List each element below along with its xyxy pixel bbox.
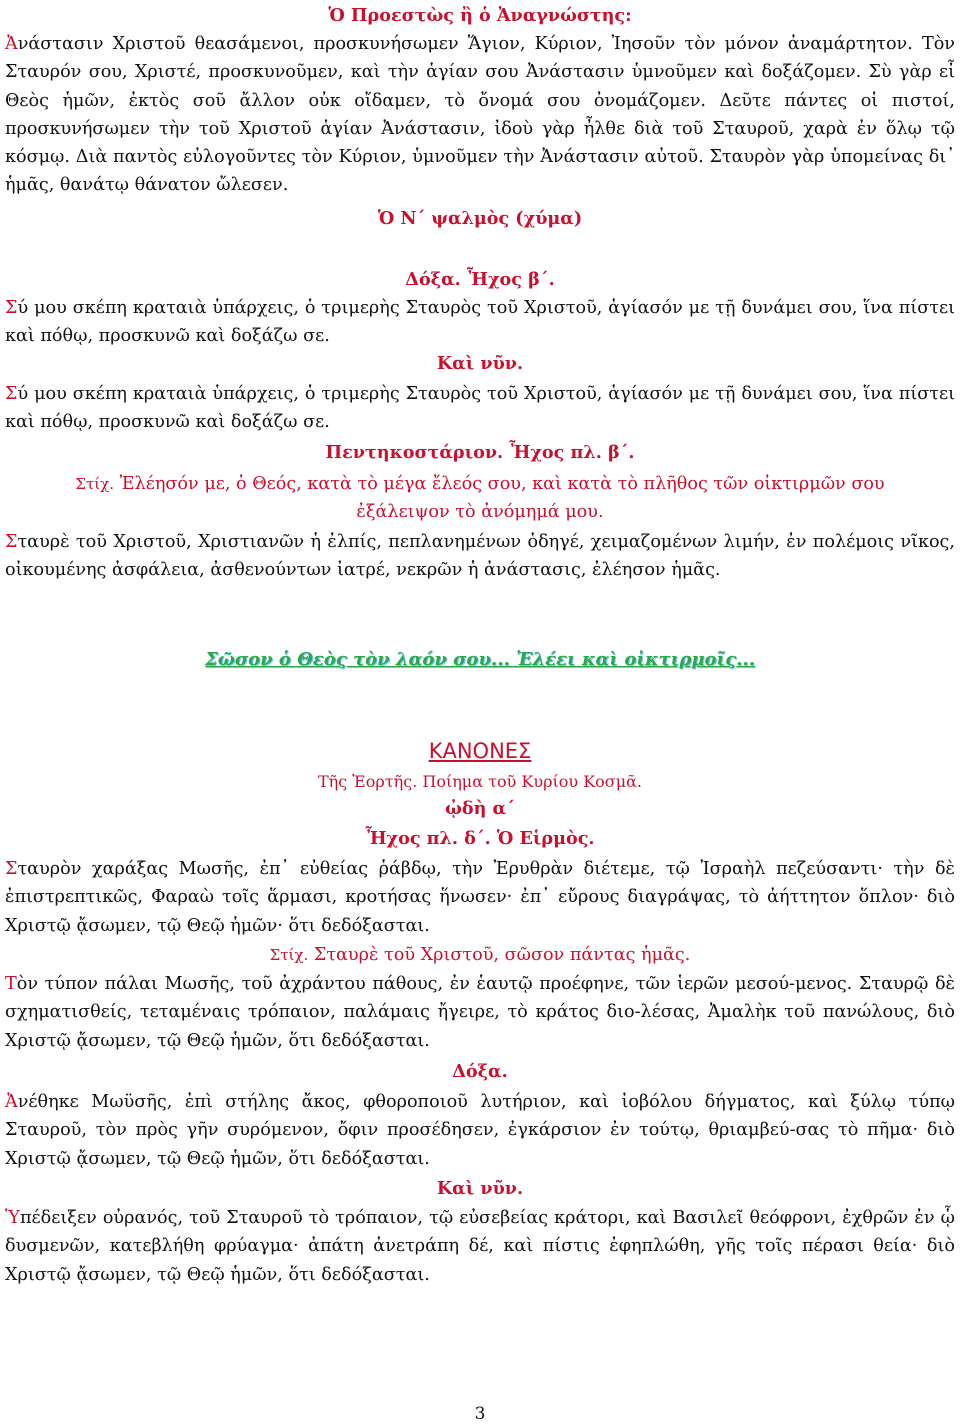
pentikostarion-heading: Πεντηκοστάριον. Ἦχος πλ. β΄. [325,442,635,463]
paragraph-anethike: Ἀνέθηκε Μωϋσῆς, ἐπὶ στήλης ἄκος, φθοροποιοῦ λυτήριον, καὶ ἰοβόλου δήγματος, καὶ ξύλῳ τύπῳ Σταυροῦ, τὸν πρὸς γῆν συρόμενον, ὄφιν προσέδησεν, ἐγκάρσιον ἐν τούτῳ, θριαμβεύ-σας τὸ πῆμα· διὸ Χριστῷ ᾄσωμεν, τῷ Θεῷ ἡμῶν, ὅτι δεδόξασται. [5,1092,955,1169]
echos-irmos-heading: Ἦχος πλ. δ΄. Ὁ Εἱρμὸς. [365,828,595,849]
paragraph-anastasin: Ἀνάστασιν Χριστοῦ θεασάμενοι, προσκυνήσωμεν Ἅγιον, Κύριον, Ἰησοῦν τὸν μόνον ἀναμάρτητον. Τὸν Σταυρόν σου, Χριστέ, προσκυνοῦμεν, καὶ τὴν ἁγίαν σου Ἀνάστασιν ὑμνοῦμεν καὶ δοξάζομεν. Σὺ γὰρ εἶ Θεὸς ἡμῶν, ἐκτὸς σοῦ ἄλλον οὐκ οἴδαμεν, τὸ ὄνομά σου ὀνομάζομεν. Δεῦτε πάντες οἱ πιστοί, προσκυνήσωμεν τὴν τοῦ Χριστοῦ ἁγίαν Ἀνάστασιν, ἰδοὺ γὰρ ἦλθε διὰ τοῦ Σταυροῦ, χαρὰ ἐν ὅλῳ τῷ κόσμῳ. Διὰ παντὸς εὐλογοῦντες τὸν Κύριον, ὑμνοῦμεν τὴν Ἀνάστασιν αὐτοῦ. Σταυρὸν γὰρ ὑπομείνας δι᾽ ἡμᾶς, θανάτῳ θάνατον ὤλεσεν. [5,34,955,196]
heading-top: Ὁ Προεστὼς ἢ ὁ Ἀναγνώστης: [328,5,632,26]
feast-line: Τῆς Ἑορτῆς. Ποίημα τοῦ Κυρίου Κοσμᾶ. [317,772,642,791]
paragraph-ypedeixen: Ὑπέδειξεν οὐρανός, τοῦ Σταυροῦ τὸ τρόπαιον, τῷ εὐσεβείας κράτορι, καὶ Βασιλεῖ θεόφρονι, ἐχθρῶν ἐν ᾧ δυσμενῶν, κατεβλήθη φρύαγμα· ἀπάτη ἀνετράπη δέ, καὶ πίστις ἐφηπλώθη, γῆς τοῖς πέρασι θεία· διὸ Χριστῷ ᾄσωμεν, τῷ Θεῷ ἡμῶν, ὅτι δεδόξασται. [5,1208,955,1285]
soson-line: Σῶσον ὁ Θεὸς τὸν λαόν σου... Ἐλέει καὶ οἰκτιρμοῖς... [205,649,755,670]
paragraph-sy-mou-2: Σύ μου σκέπη κραταιὰ ὑπάρχεις, ὁ τριμερὴς Σταυρὸς τοῦ Χριστοῦ, ἁγίασόν με τῇ δυνάμει σου, ἵνα πίστει καὶ πόθῳ, προσκυνῶ καὶ δοξάζω σε. [5,384,955,433]
paragraph-stavre: Σταυρὲ τοῦ Χριστοῦ, Χριστιανῶν ἡ ἐλπίς, πεπλανημένων ὁδηγέ, χειμαζομένων λιμήν, ἐν πολέμοις νῖκος, οἰκουμένης ἀσφάλεια, ἀσθενούντων ἰατρέ, νεκρῶν ἡ ἀνάστασις, ἐλέησον ἡμᾶς. [5,532,955,581]
paragraph-ton-typon: Τὸν τύπον πάλαι Μωσῆς, τοῦ ἀχράντου πάθους, ἐν ἑαυτῷ προέφηνε, τῶν ἱερῶν μεσού-μενος. Σταυρῷ δὲ σχηματισθείς, τεταμέναις τρόπαιον, παλάμαις ἤγειρε, τὸ κράτος διο-λέσας, Ἀμαλὴκ τοῦ πανώλους, διὸ Χριστῷ ᾄσωμεν, τῷ Θεῷ ἡμῶν, ὅτι δεδόξασται. [5,974,955,1051]
page-number: 3 [474,1404,486,1424]
kanones-title: ΚΑΝΟΝΕΣ [428,739,532,763]
doxa-echos-heading: Δόξα. Ἦχος β΄. [405,269,555,290]
ode-heading: ᾠδὴ α΄ [445,798,515,819]
paragraph-sy-mou-1: Σύ μου σκέπη κραταιὰ ὑπάρχεις, ὁ τριμερὴς Σταυρὸς τοῦ Χριστοῦ, ἁγίασόν με τῇ δυνάμει σου, ἵνα πίστει καὶ πόθῳ, προσκυνῶ καὶ δοξάζω σε. [5,298,955,347]
stichos-2: Στίχ. Σταυρὲ τοῦ Χριστοῦ, σῶσον πάντας ἡμᾶς. [269,945,691,965]
stichos-1: Στίχ. Ἐλέησόν με, ὁ Θεός, κατὰ τὸ μέγα ἔλεός σου, καὶ κατὰ τὸ πλῆθος τῶν οἰκτιρμῶν σου ἐξάλειψον τὸ ἀνόμημά μου. [75,474,885,523]
psalm-heading: Ὁ Ν΄ ψαλμὸς (χύμα) [377,208,583,229]
kai-nyn-heading-2: Καὶ νῦν. [436,1178,524,1199]
kai-nyn-heading: Καὶ νῦν. [436,353,524,374]
doxa-heading: Δόξα. [452,1061,508,1082]
paragraph-stavron-charaxas: Σταυρὸν χαράξας Μωσῆς, ἐπ᾽ εὐθείας ῥάβδῳ, τὴν Ἐρυθρὰν διέτεμε, τῷ Ἰσραὴλ πεζεύσαντι· τὴν δὲ ἐπιστρεπτικῶς, Φαραὼ τοῖς ἅρμασι, κροτήσας ἥνωσεν· ἐπ᾽ εὔρους διαγράψας, τὸ ἀήττητον ὅπλον· διὸ Χριστῷ ᾄσωμεν, τῷ Θεῷ ἡμῶν· ὅτι δεδόξασται. [5,859,955,936]
